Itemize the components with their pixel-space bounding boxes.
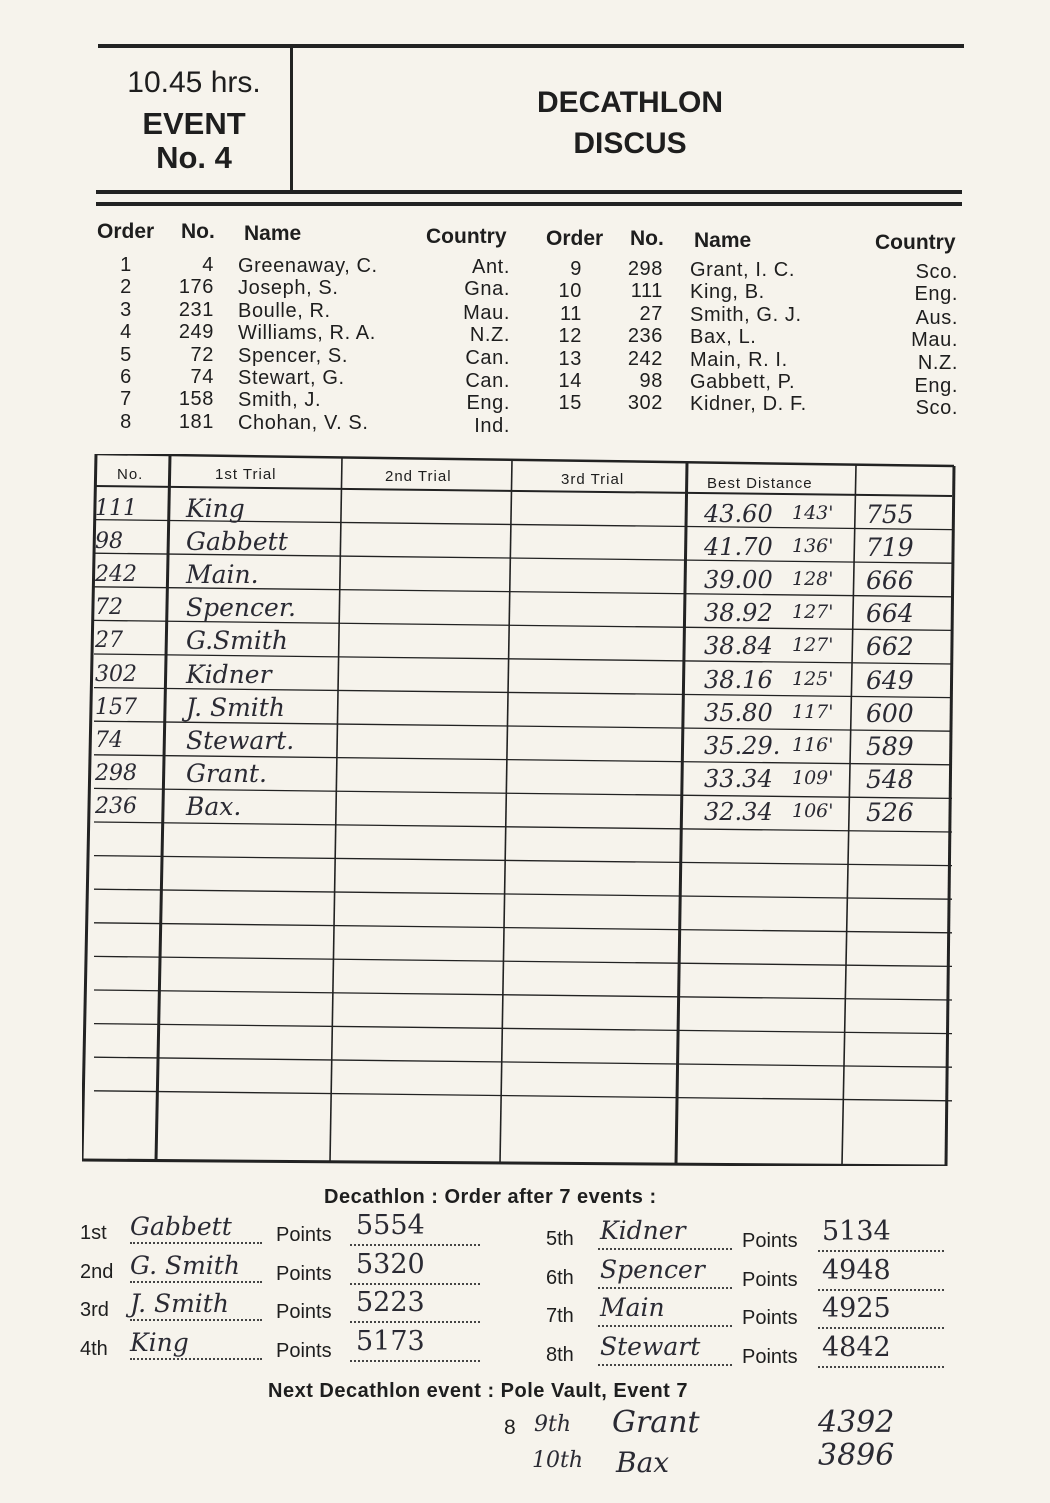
row-points: 526 — [866, 797, 914, 827]
col-header-country-right: Country — [875, 231, 956, 254]
row-number: 242 — [95, 562, 137, 588]
grid-line — [156, 455, 170, 1161]
row-name: Gabbett — [186, 527, 288, 557]
standings-place: 8th — [546, 1343, 574, 1366]
row-points: 719 — [866, 533, 914, 563]
competitor-country: Mau. — [911, 329, 958, 351]
competitor-name: Joseph, S. — [238, 277, 339, 299]
row-feet: 136' — [792, 535, 834, 558]
competitor-name: Bax, L. — [690, 326, 757, 348]
competitor-country: Sco. — [915, 397, 958, 419]
standings-name-dots — [598, 1287, 732, 1289]
competitor-name: Williams, R. A. — [238, 322, 376, 344]
standings-name-dots — [130, 1242, 262, 1244]
standings-place: 2nd — [80, 1260, 114, 1283]
row-name: G.Smith — [186, 626, 289, 656]
grid-line — [94, 856, 952, 866]
standings-points-label: Points — [276, 1301, 332, 1323]
row-best-distance: 38.16 — [704, 665, 773, 694]
competitor-number: 4 — [202, 254, 214, 276]
row-points: 755 — [866, 500, 914, 529]
standings-place: 7th — [546, 1305, 574, 1327]
standings-points-dots — [350, 1283, 480, 1285]
header-bottom-rule-2 — [96, 202, 962, 206]
row-number: 157 — [95, 694, 137, 720]
competitor-name: Gabbett, P. — [690, 371, 796, 393]
standings-points-dots — [818, 1366, 944, 1368]
row-feet: 106' — [792, 799, 834, 822]
row-number: 27 — [95, 628, 123, 654]
competitor-country: Eng. — [914, 283, 958, 305]
competitor-country: Ind. — [474, 415, 510, 437]
row-name: J. Smith — [186, 692, 285, 722]
competitor-order: 9 — [570, 258, 582, 280]
competitor-name: Spencer, S. — [238, 345, 348, 367]
competitor-number: 27 — [639, 303, 663, 325]
competitor-country: N.Z. — [469, 324, 510, 346]
competitor-number: 111 — [630, 280, 663, 302]
row-number: 72 — [95, 595, 123, 621]
row-number: 302 — [95, 661, 137, 687]
competitor-number: 72 — [190, 344, 214, 366]
note-place-9th-prefix: 8 — [504, 1416, 516, 1439]
standings-points-label: Points — [276, 1262, 332, 1285]
competitor-name: Boulle, R. — [238, 300, 331, 322]
grid-line — [500, 460, 512, 1163]
row-points: 548 — [866, 764, 914, 794]
grid-line — [94, 956, 952, 966]
row-points: 662 — [866, 632, 914, 662]
competitor-country: N.Z. — [917, 352, 958, 374]
note-name-bax: Bax — [616, 1446, 670, 1479]
table-header-no: No. — [117, 466, 144, 483]
competitor-order: 3 — [120, 299, 132, 321]
competitor-order: 14 — [558, 370, 582, 392]
competitor-country: Can. — [465, 347, 510, 369]
standings-points-label: Points — [742, 1307, 798, 1329]
competitor-number: 74 — [190, 366, 214, 388]
grid-line — [946, 466, 954, 1166]
competitor-number: 298 — [627, 258, 663, 280]
competitor-country: Sco. — [915, 261, 958, 283]
competitor-number: 231 — [178, 299, 214, 321]
grid-line — [94, 923, 952, 933]
standings-name-dots — [130, 1358, 262, 1360]
grid-line — [94, 822, 952, 832]
col-header-name-right: Name — [694, 229, 752, 252]
row-name: Stewart. — [186, 725, 295, 755]
grid-line — [82, 1160, 946, 1166]
row-number: 236 — [95, 793, 137, 819]
standings-points: 4948 — [822, 1254, 891, 1286]
competitor-number: 176 — [178, 276, 214, 298]
row-feet: 117' — [792, 700, 834, 723]
col-header-order-left: Order — [97, 220, 155, 243]
row-number: 98 — [95, 529, 123, 555]
standings-points-label: Points — [276, 1224, 332, 1246]
col-header-country-left: Country — [426, 225, 507, 248]
row-feet: 127' — [792, 601, 834, 624]
grid-line — [82, 454, 96, 1160]
note-place-9th: 9th — [534, 1412, 572, 1437]
competitor-country: Eng. — [914, 375, 958, 397]
competitor-country: Can. — [465, 370, 510, 392]
competitor-name: Kidner, D. F. — [690, 393, 807, 415]
competitor-order: 15 — [558, 392, 582, 414]
competitor-order: 6 — [120, 366, 132, 388]
row-best-distance: 41.70 — [704, 533, 773, 562]
event-label: EVENT — [142, 106, 246, 141]
standings-name-dots — [598, 1248, 732, 1250]
col-header-name-left: Name — [244, 222, 302, 245]
header-top-rule — [98, 44, 964, 48]
table-header-1st-trial: 1st Trial — [215, 466, 277, 483]
next-event-text: Next Decathlon event : Pole Vault, Event 7 — [268, 1380, 689, 1402]
col-header-no-right: No. — [630, 227, 664, 250]
event-time: 10.45 hrs. — [127, 66, 261, 99]
col-header-order-right: Order — [546, 227, 604, 250]
grid-line — [676, 463, 687, 1164]
row-points: 649 — [866, 665, 914, 695]
standings-name: King — [130, 1327, 189, 1357]
page-subtitle: DISCUS — [573, 127, 687, 160]
competitor-order: 11 — [560, 303, 582, 325]
table-header-best-distance: Best Distance — [707, 475, 813, 492]
standings-points-dots — [350, 1360, 480, 1362]
standings-points: 5173 — [356, 1325, 425, 1357]
row-number: 74 — [95, 727, 123, 753]
header-bottom-rule — [96, 190, 962, 194]
standings-points-dots — [350, 1244, 480, 1246]
page-title: DECATHLON — [536, 86, 724, 119]
row-feet: 109' — [792, 766, 834, 789]
competitor-order: 13 — [558, 348, 582, 370]
row-feet: 128' — [792, 568, 834, 591]
competitor-name: Main, R. I. — [690, 349, 788, 371]
standings-points: 5320 — [356, 1248, 425, 1280]
competitor-number: 302 — [627, 392, 663, 414]
standings-points: 4925 — [822, 1293, 891, 1324]
grid-line — [94, 990, 952, 1000]
competitor-number: 181 — [178, 411, 214, 433]
competitor-order: 10 — [558, 280, 582, 302]
standings-name-dots — [130, 1319, 262, 1321]
competitor-number: 236 — [627, 325, 663, 347]
standings-name: Stewart — [600, 1331, 701, 1361]
note-name-grant: Grant — [612, 1405, 700, 1440]
standings-points-dots — [818, 1289, 944, 1291]
row-feet: 127' — [792, 634, 834, 657]
standings-place: 6th — [546, 1266, 574, 1289]
standings-name: G. Smith — [130, 1250, 240, 1280]
standings-points-label: Points — [742, 1268, 798, 1291]
grid-line — [96, 454, 954, 466]
table-header-3rd-trial: 3rd Trial — [561, 471, 625, 488]
row-best-distance: 33.34 — [704, 764, 773, 793]
competitor-number: 242 — [627, 348, 663, 370]
standings-points: 5554 — [356, 1210, 425, 1241]
standings-points-dots — [818, 1327, 944, 1329]
standings-points-dots — [818, 1250, 944, 1252]
note-points-grant: 4392 — [818, 1405, 895, 1440]
row-points: 664 — [866, 599, 914, 629]
competitor-name: Chohan, V. S. — [238, 412, 369, 434]
competitor-name: Greenaway, C. — [238, 255, 378, 277]
row-number: 111 — [95, 496, 137, 521]
col-header-no-left: No. — [181, 220, 215, 243]
standings-place: 5th — [546, 1228, 574, 1250]
standings-points: 5134 — [822, 1216, 891, 1247]
standings-points-label: Points — [276, 1339, 332, 1362]
row-best-distance: 38.84 — [704, 632, 773, 661]
standings-points: 5223 — [356, 1287, 425, 1318]
row-best-distance: 38.92 — [704, 599, 773, 628]
event-number: No. 4 — [156, 140, 232, 175]
competitor-order: 2 — [120, 276, 132, 298]
grid-line — [94, 1057, 952, 1067]
competitor-order: 8 — [120, 411, 132, 433]
row-feet: 116' — [792, 733, 834, 756]
competitor-number: 98 — [639, 370, 663, 392]
competitor-country: Gna. — [464, 278, 510, 300]
standings-place: 4th — [80, 1337, 108, 1360]
grid-line — [94, 1091, 952, 1101]
standings-name: Kidner — [600, 1216, 686, 1245]
grid-line — [842, 465, 856, 1165]
competitor-number: 249 — [178, 321, 214, 343]
row-number: 298 — [95, 760, 137, 786]
competitor-country: Ant. — [472, 256, 510, 278]
row-best-distance: 35.29. — [704, 731, 781, 760]
grid-line — [94, 1024, 952, 1034]
standings-place: 3rd — [80, 1299, 109, 1321]
row-points: 666 — [866, 566, 914, 596]
competitor-name: King, B. — [690, 281, 765, 303]
standings-points-dots — [350, 1321, 480, 1323]
row-name: Bax. — [186, 791, 242, 821]
standings-place: 1st — [80, 1222, 107, 1244]
row-points: 589 — [866, 731, 914, 761]
competitor-name: Smith, G. J. — [690, 304, 802, 326]
row-name: King — [186, 494, 245, 523]
competitor-order: 4 — [120, 321, 132, 343]
row-best-distance: 43.60 — [704, 500, 773, 528]
competitor-order: 1 — [120, 254, 132, 276]
row-best-distance: 39.00 — [704, 566, 773, 595]
standings-name: Spencer — [600, 1254, 705, 1284]
row-best-distance: 32.34 — [704, 797, 773, 826]
competitor-order: 5 — [120, 344, 132, 366]
row-name: Spencer. — [186, 593, 296, 623]
table-header-2nd-trial: 2nd Trial — [385, 468, 452, 485]
grid-line — [94, 889, 952, 899]
competitor-order: 7 — [120, 388, 132, 410]
standings-name: Main — [600, 1293, 665, 1322]
standings-title: Decathlon : Order after 7 events : — [324, 1186, 657, 1208]
row-feet: 143' — [792, 502, 834, 524]
note-place-10th: 10th — [532, 1448, 584, 1473]
standings-name-dots — [130, 1281, 262, 1283]
grid-line — [330, 457, 342, 1162]
header-divider — [290, 48, 293, 192]
competitor-number: 158 — [178, 388, 214, 410]
competitor-order: 12 — [558, 325, 582, 347]
standings-name: Gabbett — [130, 1212, 232, 1241]
competitor-name: Smith, J. — [238, 389, 322, 411]
row-name: Main. — [186, 560, 259, 590]
standings-points: 4842 — [822, 1331, 891, 1363]
row-name: Grant. — [186, 758, 267, 788]
competitor-country: Eng. — [466, 392, 510, 414]
row-best-distance: 35.80 — [704, 698, 773, 727]
competitor-name: Grant, I. C. — [690, 259, 796, 281]
standings-name-dots — [598, 1364, 732, 1366]
competitor-country: Aus. — [915, 307, 958, 329]
standings-points-label: Points — [742, 1345, 798, 1368]
note-points-bax: 3896 — [818, 1438, 895, 1473]
row-name: Kidner — [186, 659, 272, 689]
standings-name: J. Smith — [130, 1289, 229, 1318]
competitor-country: Mau. — [463, 302, 510, 324]
standings-name-dots — [598, 1325, 732, 1327]
row-points: 600 — [866, 698, 914, 728]
competitor-name: Stewart, G. — [238, 367, 345, 389]
standings-points-label: Points — [742, 1230, 798, 1252]
row-feet: 125' — [792, 667, 834, 690]
